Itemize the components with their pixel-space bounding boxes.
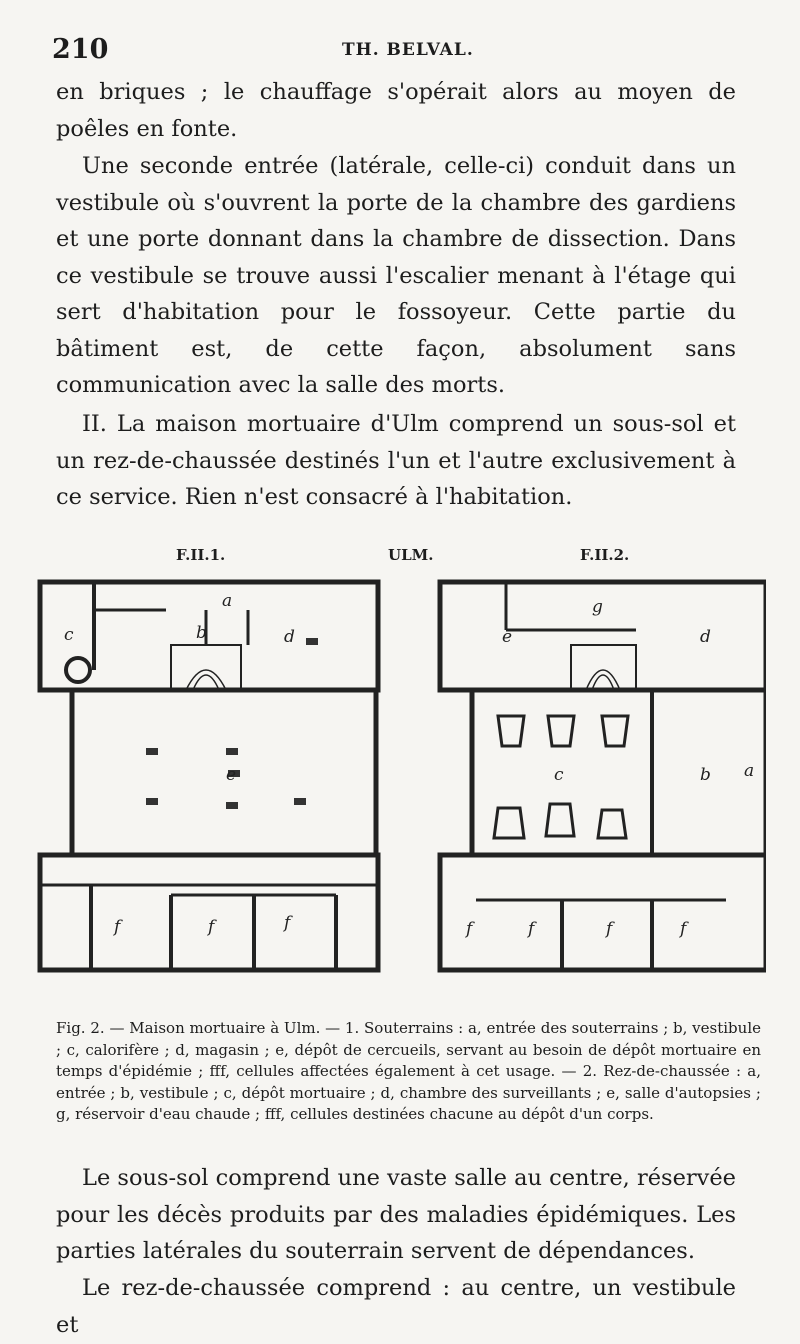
plan2-letter-c: c [554,765,564,785]
plan-label-right: F.II.2. [580,546,630,564]
paragraph-4: Le sous-sol comprend une vaste salle au centre, réservée pour les décès produits par des maladies épidémiques. Les parties latérales du souterrain servent de dépendances. [56,1165,736,1264]
page-number: 210 [52,34,109,65]
plan1-letter-f2: f [208,917,215,937]
plan1-letter-d: d [284,627,295,647]
plan2-letter-f1: f [466,919,473,939]
plan-2-walls [440,582,766,970]
plan-1-walls [40,582,378,970]
floor-plans-svg [36,540,766,980]
plan2-letter-a: a [744,761,755,781]
paragraph-2: Une seconde entrée (latérale, celle-ci) conduit dans un vestibule où s'ouvrent la porte de la chambre des gardiens et une porte donnant dans la chambre de dissection. Dans ce vestibule se trouve aussi l'escalier menant à l'étage qui sert d'habitation pour le fossoyeur. Cette partie du bâtiment est, de cette façon, absolument sans communication avec la salle des morts. [56,153,736,398]
plan1-letter-b: b [196,623,207,643]
paragraph-5: Le rez-de-chaussée comprend : au centre, un vestibule et [56,1275,736,1338]
plan1-letter-a: a [222,591,233,611]
stair-1 [186,670,226,690]
stair-2 [586,670,620,690]
page-header [52,30,762,70]
plan1-letter-c: c [64,625,74,645]
running-title: TH. BELVAL. [342,40,474,60]
plan1-letter-e: e [226,765,237,785]
plan2-letter-e: e [502,627,513,647]
plan2-letter-f4: f [680,919,687,939]
plan-label-center: ULM. [388,546,434,564]
plan2-letter-f2: f [528,919,535,939]
floor-plan-figure [36,540,766,980]
plan2-letter-d: d [700,627,711,647]
paragraph-3: II. La maison mortuaire d'Ulm comprend un sous-sol et un rez-de-chaussée destinés l'un et l'autre exclusivement à ce service. Rien n'est consacré à l'habitation. [56,411,736,510]
plan2-letter-b: b [700,765,711,785]
plan1-letter-f3: f [284,913,291,933]
plan1-letter-f1: f [114,917,121,937]
plan2-letter-g: g [592,597,603,617]
paragraph-1: en briques ; le chauffage s'opérait alors au moyen de poêles en fonte. [56,79,736,142]
figure-caption: Fig. 2. — Maison mortuaire à Ulm. — 1. Souterrains : a, entrée des souterrains ; b, vestibule ; c, calorifère ; d, magasin ; e, dépôt de cercueils, servant au besoin de dépôt mortuaire en temps d'épidémie ; fff, cellules affectées également à cet usage. — 2. Rez-de-chaussée : a, entrée ; b, vestibule ; c, dépôt mortuaire ; d, chambre des surveillants ; e, salle d'autopsies ; g, réservoir d'eau chaude ; fff, cellules destinées chacune au dépôt d'un corps. [56,1019,761,1123]
plan-label-left: F.II.1. [176,546,226,564]
plan2-letter-f3: f [606,919,613,939]
